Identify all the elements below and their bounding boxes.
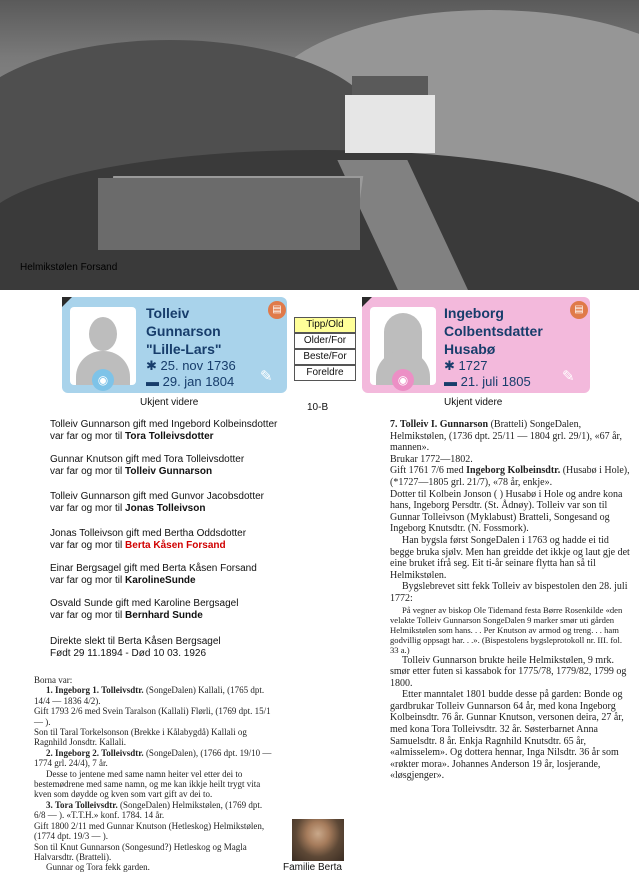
mother-note: Ukjent videre	[444, 397, 503, 408]
mother-name-line2: Colbentsdatter	[444, 323, 543, 339]
father-name-line3: "Lille-Lars"	[146, 341, 222, 357]
relation-1: Tolleiv Gunnarson gift med Ingebord Kolbeinsdotter var far og mor til Tora Tolleivsdotter	[50, 419, 278, 442]
card-corner-icon	[362, 297, 372, 307]
mother-death: ▬ 21. juli 1805	[444, 374, 531, 389]
pencil-icon[interactable]: ✎	[562, 368, 575, 385]
scan-left-text: Borna var: 1. Ingeborg 1. Tolleivsdtr. (SongeDalen) Kallali, (1765 dpt. 14/4 — 1836 4/2). Gift 1793 2/6 med Svein Taralson (Kallali) Flørli, (1769 dpt. 15/1 — ). Son til Taral Torkelsonson (Brekke i Kålabygdå) Kallali og Ragnhild Jonsdtr. Kallali. 2. Ingeborg 2. Tolleivsdtr. (SongeDalen), (1766 dpt. 19/10 — 1774 grl. 24/4), 7 år. Desse to jentene med same namn heiter vel etter dei to bestemødrene med same namn, og me kan ikkje heilt trygt vita kven som døydde og kven som vart gift av dei to. 3. Tora Tolleivsdtr. (SongeDalen) Helmikstølen, (1769 dpt. 6/8 — ). «T.T.H.» konf. 1784. 14 år. Gift 1800 2/11 med Gunnar Knutson (Hetleskog) Helmikstølen, (1774 dpt. 19/3 — ). Son til Knut Gunnarson (Songesund?) Hetleskog og Magla Halvarsdtr. (Bratteli). Gunnar og Tora fekk garden.	[34, 675, 272, 873]
beste-for-button[interactable]: Beste/For	[294, 349, 356, 365]
relation-4: Jonas Tolleivson gift med Bertha Oddsdotter var far og mor til Berta Kåsen Forsand	[50, 528, 247, 551]
berta-portrait[interactable]	[292, 819, 344, 861]
card-corner-icon	[62, 297, 72, 307]
relation-2: Gunnar Knutson gift med Tora Tolleivsdotter var far og mor til Tolleiv Gunnarson	[50, 454, 245, 477]
tipp-old-button[interactable]: Tipp/Old	[294, 317, 356, 333]
mother-name-line3: Husabø	[444, 341, 496, 357]
relation-6: Osvald Sunde gift med Karoline Bergsagel var far og mor til Bernhard Sunde	[50, 598, 239, 621]
farm-photo	[0, 0, 639, 290]
father-name-line1: Tolleiv	[146, 305, 190, 321]
photo-caption: Helmikstølen Forsand	[20, 262, 118, 273]
father-note: Ukjent videre	[140, 397, 199, 408]
camera-icon[interactable]: ◉	[392, 369, 414, 391]
relation-5: Einar Bergsagel gift med Berta Kåsen Forsand var far og mor til KarolineSunde	[50, 563, 257, 586]
page-code: 10-B	[307, 402, 329, 413]
father-birth: ✱ 25. nov 1736	[146, 358, 236, 373]
foreldre-button[interactable]: Foreldre	[294, 365, 356, 381]
portrait-caption: Familie Berta	[283, 862, 342, 873]
direct-line: Direkte slekt til Berta Kåsen Bergsagel Født 29 11.1894 - Død 10 03. 1926	[50, 636, 221, 659]
mother-card[interactable]	[362, 297, 590, 393]
camera-icon[interactable]: ◉	[92, 369, 114, 391]
scan-right-text: 7. Tolleiv I. Gunnarson (Bratteli) SongeDalen, Helmikstølen, (1736 dpt. 25/11 — 1804 grl. 29/1), «67 år, mannen». Brukar 1772—1802. Gift 1761 7/6 med Ingeborg Kolbeinsdtr. (Husabø i Hole), (*1727—1805 grl. 21/7), «78 år, enkje». Dotter til Kolbein Jonson ( ) Husabø i Hole og andre kona hans, Ingeborg Persdtr. (St. Ådnøy). Tolleiv var son til Gunnar Tolleivson (Myklabust) Bratteli, Songesand og Ingeborg Knutsdtr. (N. Fossmork). Han bygsla først SongeDalen i 1763 og hadde ei tid begge bruka sjølv. Men han greidde det ikkje og laut gje det eine bruket ifrå seg. Eit ti-år seinare flytta han så til Helmikstølen. Bygslebrevet sitt fekk Tolleiv av bispestolen den 28. juli 1772: På vegner av biskop Ole Tidemand festa Børre Rosenkilde «den velakte Tolleiv Gunnarson SongeDalen 9 marker smør uti gården Helmikstølen som hans. . . Per Knutson av armod og treng. . . ham godvillig oppsagt har. . .». (Bispestolens bygsleprotokoll nr. III. fol. 33 a.) Tolleiv Gunnarson brukte heile Helmikstølen, 9 mrk. smør etter futen si kassabok for 1775/78, 1779/82, 1799 og 1800. Etter manntalet 1801 budde desse på garden: Bonde og gardbrukar Tolleiv Gunnarson 64 år, med kona Ingeborg Kolbeinsdtr. 76 år. Gunnar Knutson, versonen deira, 27 år, med kona Tora Tolleivsdtr. 32 år. Søsterbarnet Anna Samuelsdtr. 8 år. Enkja Ragnhild Knutsdtr. 65 år, «almisselem». Og dottera hennar, Inga Nilsdtr. 36 år som «røkter mora». Johannes Anderson 19 år, losjerande, «løsgjenger».	[390, 419, 630, 782]
father-card[interactable]	[62, 297, 287, 393]
father-death: ▬ 29. jan 1804	[146, 374, 235, 389]
book-icon[interactable]: ▤	[570, 301, 588, 319]
relation-3: Tolleiv Gunnarson gift med Gunvor Jacobsdotter var far og mor til Jonas Tolleivson	[50, 491, 264, 514]
father-name-line2: Gunnarson	[146, 323, 221, 339]
pencil-icon[interactable]: ✎	[260, 368, 273, 385]
older-for-button[interactable]: Older/For	[294, 333, 356, 349]
book-icon[interactable]: ▤	[268, 301, 286, 319]
mother-birth: ✱ 1727	[444, 358, 488, 373]
mother-name-line1: Ingeborg	[444, 305, 504, 321]
